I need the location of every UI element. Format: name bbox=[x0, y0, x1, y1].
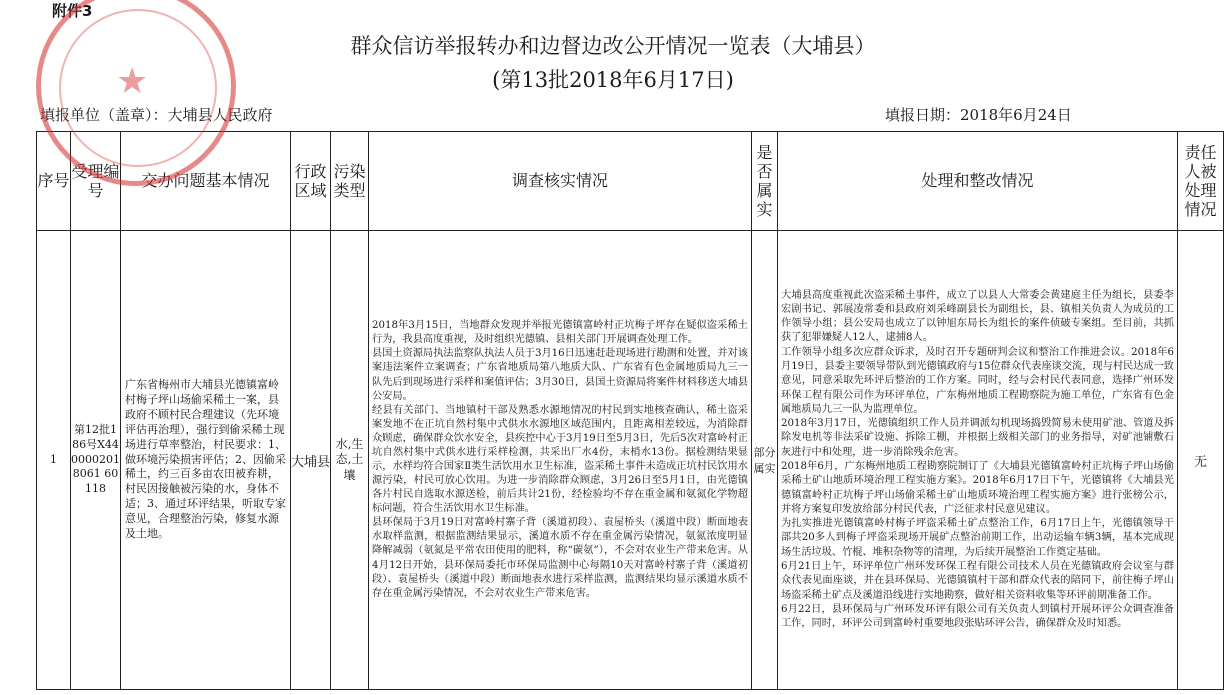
seal-emblem-icon: ★ bbox=[116, 61, 149, 102]
handling-paragraph: 2018年3月17日，光德镇组织工作人员并调派勾机现场捣毁简易未使用矿池、管道及拆除发电机等非法采矿设施、拆除工棚，并根据上级相关部门的业务指导，对矿池铺敷石灰进行中和处理，进一步消除残余危害。 bbox=[781, 418, 1174, 458]
handling-paragraph: 工作领导小组多次应群众诉求，及时召开专题研判会议和整治工作推进会议。2018年6月19日，县委主要领导带队到光德镇政府与15位群众代表座谈交流，现与村民达成一致意见，同意采取先环评后整治的工作方案。同时，经与会村民代表同意，选择广州环发环保工程有限公司作为环评单位，广东梅州地质工程勘察院为施工单位，广东省有色金属地质局九三一队为监理单位。 bbox=[781, 346, 1174, 415]
table-row bbox=[37, 231, 1224, 690]
investigation-paragraph: 县国土资源局执法监察队执法人员于3月16日迅速赶赴现场进行勘测和处置，并对该案违法案件立案调查；广东省地质局第八地质大队、广东省有色金属地质局九三一队先后到现场进行采样和案值评估；3月30日，县国土资源局将案件材料移送大埔县公安局。 bbox=[372, 348, 749, 402]
header-seq: 序号 bbox=[37, 132, 71, 231]
handling-paragraph: 为扎实推进光德镇富岭村梅子坪盗采稀土矿点整治工作，6月17日上午，光德镇领导干部共20多人到梅子坪盗采现场开展矿点整治前期工作，出动运输车辆3辆，基本完成现场生活垃圾、竹棍、堆积杂物等的清理，为后续开展整治工作奠定基础。 bbox=[781, 518, 1174, 558]
cell-pollution: 水,生态,土壤 bbox=[331, 231, 369, 690]
issue-text: 广东省梅州市大埔县光德镇富岭村梅子坪山场偷采稀土一案，县政府不顾村民合理建议（先环境评估再治理），强行到偷采稀土现场进行草率整治，村民要求：1、做环境污染损害评估；2、因偷采稀土，约三百多亩农田被弃耕，村民因接触被污染的水，身体不适；3、通过环评结果，听取专家意见，合理整治污染，修复水源及土地。 bbox=[125, 378, 286, 540]
fill-unit: 填报单位（盖章）：大埔县人民政府 bbox=[40, 106, 273, 124]
cell-issue bbox=[121, 231, 291, 690]
page-title: 群众信访举报转办和边督边改公开情况一览表（大埔县） bbox=[350, 34, 876, 58]
header-code: 受理编号 bbox=[71, 132, 121, 231]
header-district: 行政区域 bbox=[291, 132, 331, 231]
page-subtitle: (第13批2018年6月17日) bbox=[492, 68, 734, 92]
cell-district: 大埔县 bbox=[291, 231, 331, 690]
cell-seq: 1 bbox=[37, 231, 71, 690]
header-verified: 是否属实 bbox=[752, 132, 778, 231]
investigation-paragraph: 县环保局于3月19日对富岭村寨子背（溪道初段）、袁屋桥头（溪道中段）断面地表水取样监测，根据监测结果显示，溪道水质不存在重金属污染情况，氨氮浓度明显降解减弱（氨氮是平常农田使用的肥料，称“碳氨”），不会对农业生产带来危害。从4月12日开始，县环保局委托市环保局监测中心每隔10天对富岭村寨子背（溪道初段）、袁屋桥头（溪道中段）断面地表水进行采样监测，监测结果均显示溪道水质不存在重金属污染情况，不会对农业生产带来危害。 bbox=[372, 517, 748, 599]
investigation-paragraph: 经县有关部门、当地镇村干部及熟悉水源地情况的村民到实地核查确认，稀土盗采案发地不在正坑自然村集中式供水水源地区域范围内，且距离相差较远，为消除群众顾虑，确保群众饮水安全，县疾控中心于3月19日至5月3日，先后5次对富岭村正坑自然村集中式供水进行采样检测，共采出厂水4份，末梢水13份。据检测结果显示，水样均符合国家Ⅱ类生活饮用水卫生标准，盗采稀土事件未造成正坑村民饮用水源污染，村民可放心饮用。为进一步消除群众顾虑，3月26日至5月1日，由光德镇各片村民自选取水源送检，前后共计21份，经检验均不存在重金属和氨氮化学物超标问题，符合生活饮用水卫生标准。 bbox=[372, 404, 748, 515]
header-issue: 交办问题基本情况 bbox=[121, 132, 291, 231]
header-investigation: 调查核实情况 bbox=[369, 132, 752, 231]
attachment-label: 附件3 bbox=[52, 2, 93, 20]
cell-responsible: 无 bbox=[1178, 231, 1224, 690]
cell-handling bbox=[778, 231, 1178, 690]
header-pollution: 污染类型 bbox=[331, 132, 369, 231]
handling-paragraph: 2018年6月，广东梅州地质工程勘察院制订了《大埔县光德镇富岭村正坑梅子坪山场偷采稀土矿山地质环境治理工程实施方案》。2018年6月17日下午，光德镇将《大埔县光德镇富岭村正坑梅子坪山场偷采稀土矿山地质环境治理工程实施方案》进行张榜公示，并将方案复印发放给部分村民代表，广泛征求村民意见建议。 bbox=[781, 461, 1174, 515]
header-handling: 处理和整改情况 bbox=[778, 132, 1178, 231]
cell-code: 第12批186号X4400002018061 60118 bbox=[71, 231, 121, 690]
handling-paragraph: 6月21日上午，环评单位广州环发环保工程有限公司技术人员在光德镇政府会议室与群众代表见面座谈，并在县环保局、光德镇镇村干部和群众代表的陪同下，前往梅子坪山场盗采稀土矿点及溪道沿线进行实地勘察，做好相关资料收集等环评前期准备工作。 bbox=[781, 560, 1174, 601]
cell-verified: 部分属实 bbox=[752, 231, 778, 690]
fill-date: 填报日期：2018年6月24日 bbox=[885, 106, 1072, 124]
handling-paragraph: 6月22日，县环保局与广州环发环评有限公司有关负责人到镇村开展环评公众调查准备工作，同时，环评公司到富岭村重要地段张贴环评公告，确保群众及时知悉。 bbox=[781, 603, 1174, 630]
header-responsible: 责任人被处理情况 bbox=[1178, 132, 1224, 231]
investigation-paragraph: 2018年3月15日，当地群众发现并举报光德镇富岭村正坑梅子坪存在疑似盗采稀土行为，我县高度重视，及时组织光德镇、县相关部门开展调查处理工作。 bbox=[372, 320, 748, 346]
table-header-row bbox=[37, 132, 1224, 231]
report-table bbox=[36, 131, 1224, 690]
handling-paragraph: 大埔县高度重视此次盗采稀土事件，成立了以县人大常委会黄建庭主任为组长，县委李宏剧书记、郭展凌常委和县政府刘采峰副县长为副组长，县、镇相关负责人为成员的工作领导小组；县公安局也成立了以钟旭东局长为组长的案件侦破专案组。至目前，共抓获了犯罪嫌疑人12人，逮捕8人。 bbox=[781, 289, 1174, 344]
cell-investigation bbox=[369, 231, 752, 690]
